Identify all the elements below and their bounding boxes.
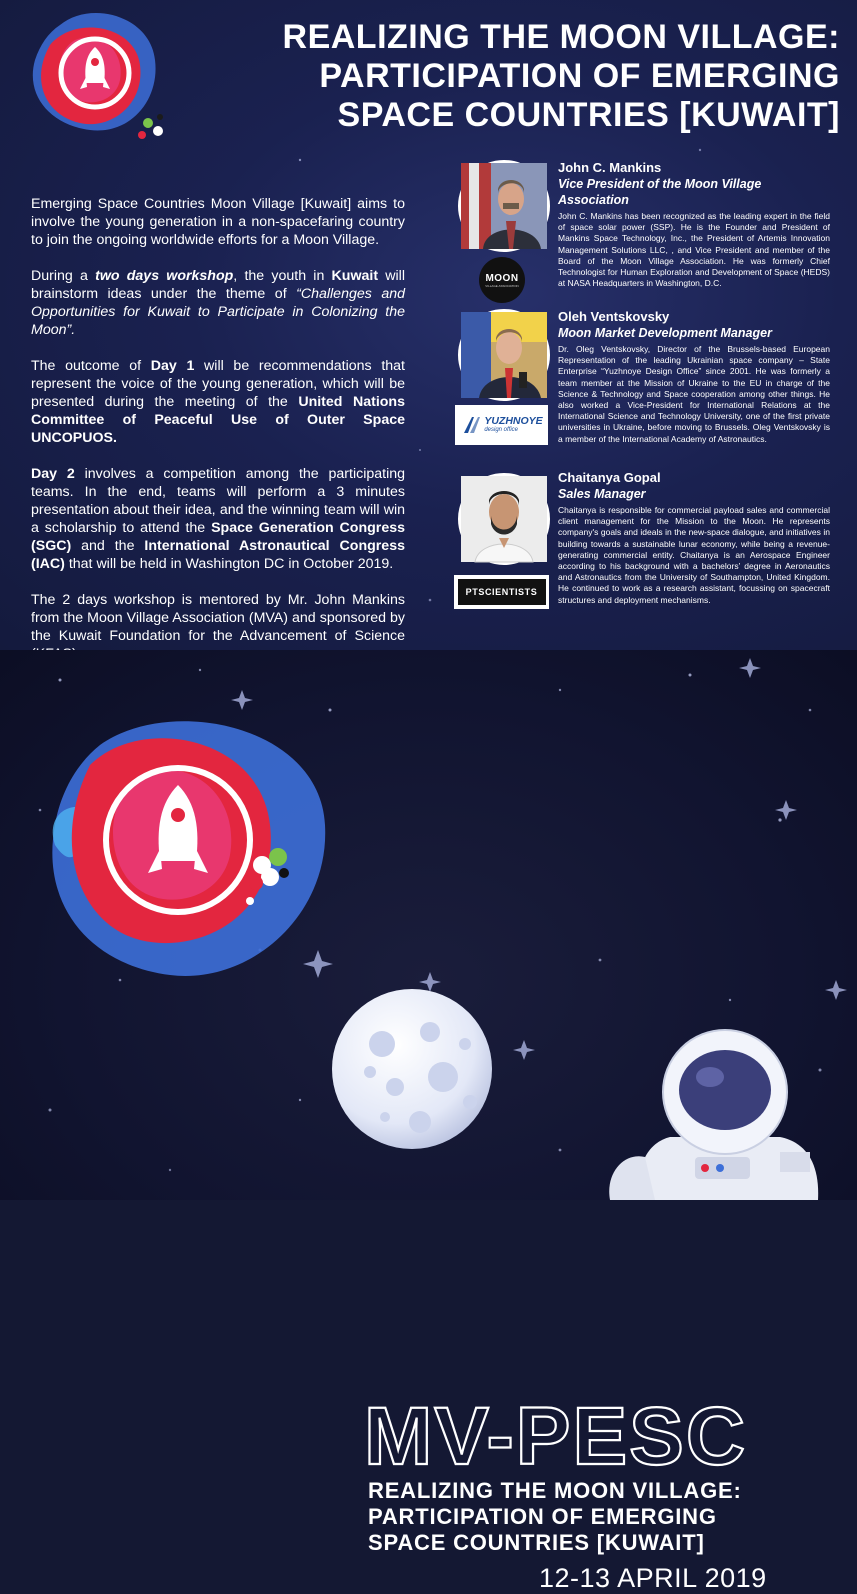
- emphasis-text: Kuwait: [331, 268, 379, 284]
- speaker-name: Oleh Ventskovsky: [558, 309, 670, 324]
- yuzhnoye-logo: [455, 405, 548, 445]
- rocket-logo-icon: [30, 705, 340, 1005]
- event-date: 12-13 APRIL 2019: [539, 1563, 767, 1593]
- speaker-photo: [458, 473, 550, 565]
- speaker-role: Moon Market Development Manager: [558, 326, 772, 340]
- logo-subtext: VILLAGE ASSOCIATION: [485, 283, 519, 288]
- speaker-name: John C. Mankins: [558, 160, 662, 175]
- text-span: involves a competition among the participating teams. In the end, teams will perform a 3 minutes presentation about their idea, and the winning team will win a scholarship to attend the: [31, 466, 406, 536]
- text-span: will be recommendations that represent the voice of the young generation, which will be presented during the meeting of the: [31, 358, 405, 410]
- rocket-logo-icon: [20, 5, 170, 155]
- event-title-line: PARTICIPATION OF EMERGING: [368, 1504, 717, 1529]
- header-title-line: PARTICIPATION OF EMERGING: [319, 57, 840, 95]
- astronaut-icon: [600, 1022, 857, 1200]
- emphasis-text: Day 1: [150, 358, 195, 374]
- text-span: and the: [71, 538, 145, 554]
- text-span: that will be held in Washington DC in October 2019.: [64, 556, 394, 572]
- speaker-name: Chaitanya Gopal: [558, 470, 661, 485]
- header-title: [180, 18, 840, 135]
- emphasis-text: International Astronautical Congress (IAC): [31, 538, 405, 572]
- logo-text: MOON: [485, 272, 519, 284]
- intro-paragraph: The 2 days workshop is mentored by Mr. John Mankins from the Moon Village Association (MVA) and sponsored by the Kuwait Foundation for the Advancement of Science: [31, 592, 405, 644]
- speaker-role: Vice President of the Moon Village Association: [558, 177, 762, 207]
- speaker-info: [558, 309, 830, 445]
- top-section: [0, 0, 857, 650]
- speaker-bio: John C. Mankins has been recognized as the leading expert in the field of space solar power (SSP). He is the Founder and President of Mankins Space Technology, Inc., the President of Artemis Innovation Management Solutions LLC, , and Vice President and member of the Board of the Moon Village Association. He was formerly Chief Technologist for Human Exploration and Development of Space (HEDS) at NASA Headquarters in Washington, D.C.: [558, 211, 830, 289]
- header-title-line: REALIZING THE MOON VILLAGE:: [282, 18, 840, 56]
- speaker-info: [558, 470, 830, 606]
- moon-village-logo: [479, 257, 525, 303]
- speaker-photo: [458, 309, 550, 401]
- emphasis-text: United Nations Committee of Peaceful Use of Outer Space UNCOPUOS.: [31, 394, 405, 446]
- header-title-line: SPACE COUNTRIES [KUWAIT]: [337, 96, 840, 134]
- speaker-info: [558, 160, 830, 289]
- text-span: , the youth in: [233, 268, 332, 284]
- speaker-bio: Dr. Oleg Ventskovsky, Director of the Brussels-based European Representation of the leading Ukrainian space company – State Enterprise “Yuzhnoye Design Office” since 2001. He was formerly a team member at the Mission of Ukraine to the EU in charge of the Science & Technology and Space cooperation among other things. He also worked a Vice-President for International Relations at the International Science and Technology University, one of the first private universities in Ukraine, before moving to Brussels. Oleg Ventskovsky is a member of the International Academy of Astronautics.: [558, 344, 830, 444]
- text-span: will brainstorm ideas under the theme of: [31, 268, 405, 302]
- yuzhnoye-mark-icon: [460, 413, 484, 437]
- logo-subtext: design office: [484, 427, 519, 433]
- ptscientists-logo: [454, 575, 549, 609]
- logo-text: PTSCIENTISTS: [465, 587, 538, 597]
- speaker-photo: [458, 160, 550, 252]
- emphasis-text: Day 2: [31, 466, 75, 482]
- emphasis-text: two days workshop: [95, 268, 234, 284]
- intro-text: [31, 195, 405, 681]
- bottom-section: [0, 650, 857, 1593]
- text-span: During a: [31, 268, 96, 284]
- logo-text: YUZHNOYE: [484, 415, 543, 427]
- intro-paragraph: [31, 465, 405, 573]
- intro-paragraph: Emerging Space Countries Moon Village [Kuwait] aims to involve the young generation in a non-spacefaring country to join the ongoing worldwide efforts for a Moon Village.: [31, 196, 405, 248]
- event-title-line: SPACE COUNTRIES [KUWAIT]: [368, 1530, 705, 1555]
- speaker-role: Sales Manager: [558, 487, 646, 501]
- brand-wordmark: MV-PESC: [364, 1391, 748, 1482]
- theme-text: “Challenges and Opportunities for Kuwait to Participate in Colonizing the Moon”.: [31, 286, 405, 338]
- intro-paragraph: [31, 357, 405, 447]
- text-span: The outcome of: [31, 358, 151, 374]
- intro-paragraph: [31, 267, 405, 339]
- speaker-bio: Chaitanya is responsible for commercial payload sales and commercial client management for the Mission to the Moon. He represents company's goals and ideals in the new-space dialogue, and initiatives in building towards a sustainable lunar economy, while being a revenue-generating commercial entity. Chaitanya is an Aerospace Engineer according to his background with a bachelors’ degree in Aeronautics and Astronautics from the University of Southampton, United Kingdom. He continued to work as a research assistant, focussing on spacecraft structures and deployment mechanisms.: [558, 505, 830, 605]
- emphasis-text: Space Generation Congress (SGC): [31, 520, 405, 554]
- moon-icon: [325, 982, 500, 1157]
- event-title-line: REALIZING THE MOON VILLAGE:: [368, 1478, 742, 1503]
- event-title: [368, 1478, 742, 1556]
